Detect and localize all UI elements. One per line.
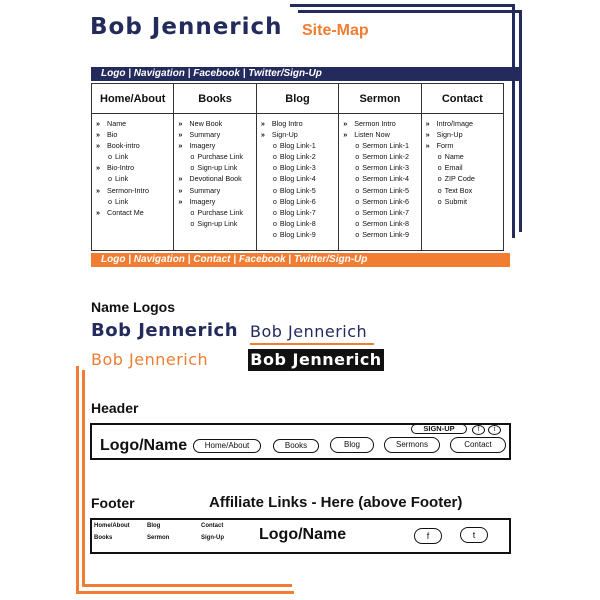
footer-link-books[interactable]: Books	[94, 535, 113, 541]
orange-frame-line	[76, 366, 79, 594]
sitemap-item[interactable]	[178, 140, 255, 151]
sitemap-item-label: New Book	[189, 119, 223, 128]
header-label: Header	[91, 400, 139, 416]
sitemap-column	[92, 84, 174, 250]
bullet-icon: »	[425, 141, 430, 151]
sitemap-item-label: Bio-Intro	[107, 163, 135, 173]
sitemap-item[interactable]	[261, 218, 338, 229]
sitemap-item[interactable]	[96, 129, 173, 140]
twitter-icon[interactable]: t	[460, 527, 488, 543]
sitemap-item[interactable]	[178, 118, 255, 129]
bullet-icon: o	[108, 174, 112, 184]
bullet-icon: o	[355, 207, 360, 217]
bottom-nav-bar: Logo | Navigation | Contact | Facebook | Twitter/Sign-Up	[91, 253, 510, 267]
sitemap-item-label: Sermon Intro	[354, 119, 396, 128]
bullet-icon: o	[272, 218, 277, 228]
orange-frame-line	[76, 591, 294, 594]
bullet-icon: o	[108, 152, 112, 162]
sitemap-item[interactable]	[261, 162, 338, 173]
sitemap-item[interactable]	[343, 207, 420, 218]
bullet-icon: »	[343, 130, 348, 140]
sitemap-item-label: Blog Link-1	[279, 141, 316, 151]
sitemap-item[interactable]	[261, 118, 338, 129]
sitemap-item[interactable]	[178, 173, 255, 184]
navy-frame-line	[519, 10, 522, 232]
sitemap-item[interactable]	[426, 118, 503, 129]
sitemap-item[interactable]	[343, 196, 420, 207]
sitemap-item-label: Link	[115, 196, 129, 206]
sitemap-item[interactable]	[343, 229, 420, 240]
sitemap-column	[339, 84, 421, 250]
sitemap-item-label: Link	[115, 152, 129, 162]
sitemap-item[interactable]	[426, 185, 503, 196]
bullet-icon: o	[355, 218, 360, 228]
footer-link-home-about[interactable]: Home/About	[94, 523, 130, 529]
sitemap-item[interactable]	[178, 162, 255, 173]
sitemap-item[interactable]	[426, 196, 503, 207]
nav-contact[interactable]: Contact	[450, 437, 506, 453]
sitemap-item-label: Sermon Link-6	[362, 196, 409, 206]
sitemap-item-label: Blog Link-3	[279, 163, 316, 173]
bullet-icon: o	[355, 196, 360, 206]
sitemap-column	[422, 84, 503, 250]
bullet-icon: o	[272, 207, 277, 217]
sitemap-item-label: Sermon-Intro	[107, 185, 149, 195]
sitemap-item-label: Listen Now	[354, 130, 390, 140]
orange-frame-line	[82, 584, 292, 587]
bullet-icon: »	[96, 207, 100, 217]
sitemap-column-heading[interactable]: Sermon	[339, 84, 420, 114]
sitemap-item-label: Sermon Link-5	[362, 185, 409, 195]
sitemap-item-list	[422, 114, 503, 207]
sitemap-item[interactable]	[261, 196, 338, 207]
nav-home-about[interactable]: Home/About	[193, 439, 261, 453]
sitemap-item-label: Sermon Link-9	[362, 229, 409, 239]
bullet-icon: »	[96, 119, 100, 128]
bullet-icon: »	[425, 130, 430, 140]
sitemap-item[interactable]	[96, 118, 173, 129]
bullet-icon: o	[437, 196, 442, 206]
nav-books[interactable]: Books	[273, 439, 319, 453]
sitemap-item-label: Sign-Up	[271, 130, 298, 140]
sitemap-item-list	[339, 114, 420, 240]
bullet-icon: o	[355, 163, 360, 173]
sitemap-item-label: Sermon Link-2	[362, 152, 409, 162]
sitemap-item[interactable]	[96, 207, 173, 218]
sitemap-item[interactable]	[96, 162, 173, 173]
sitemap-item-label: Intro/Image	[436, 119, 473, 128]
bullet-icon: o	[272, 152, 277, 162]
sitemap-label: Site-Map	[302, 22, 369, 39]
bullet-icon: o	[437, 174, 442, 184]
footer-label: Footer	[91, 495, 135, 511]
sitemap-column	[174, 84, 256, 250]
sitemap-item-label: Sermon Link-8	[362, 218, 409, 228]
bullet-icon: o	[437, 185, 442, 195]
nav-blog[interactable]: Blog	[330, 437, 374, 453]
sitemap-item-label: Text Box	[444, 185, 473, 195]
footer-logo[interactable]: Logo/Name	[259, 526, 347, 543]
bullet-icon: o	[190, 218, 195, 228]
sitemap-item-label: Sermon Link-4	[362, 174, 409, 184]
logo-navy-underlined: Bob Jennerich	[250, 322, 368, 341]
bullet-icon: o	[355, 174, 360, 184]
sitemap-item[interactable]	[343, 162, 420, 173]
sitemap-item-label: Email	[444, 163, 463, 173]
sitemap-item-label: Name	[444, 152, 464, 162]
sitemap-item[interactable]	[426, 173, 503, 184]
sitemap-item[interactable]	[426, 129, 503, 140]
sitemap-item-label: Purchase Link	[197, 152, 243, 162]
header-logo[interactable]: Logo/Name	[100, 437, 188, 454]
bullet-icon: »	[178, 185, 183, 195]
sitemap-item[interactable]	[96, 151, 173, 162]
bullet-icon: o	[355, 185, 360, 195]
affiliate-links-label: Affiliate Links - Here (above Footer)	[209, 494, 463, 511]
sitemap-item[interactable]	[261, 140, 338, 151]
footer-link-sermon[interactable]: Sermon	[147, 535, 170, 541]
sitemap-item-label: Sign-up Link	[197, 218, 238, 228]
sitemap-item[interactable]	[343, 151, 420, 162]
bullet-icon: o	[355, 141, 360, 151]
top-nav-bar: Logo | Navigation | Facebook | Twitter/Sign-Up	[91, 67, 521, 81]
bullet-icon: »	[96, 163, 100, 173]
sitemap-item-label: Blog Link-4	[279, 174, 316, 184]
bullet-icon: »	[96, 130, 100, 140]
sitemap-item-label: Name	[107, 119, 127, 128]
sitemap-item-label: Imagery	[189, 141, 216, 151]
sitemap-item[interactable]	[96, 196, 173, 207]
sitemap-item[interactable]	[261, 207, 338, 218]
bullet-icon: o	[272, 163, 277, 173]
twitter-icon[interactable]: t	[488, 425, 501, 435]
sitemap-item-label: Blog Intro	[271, 119, 303, 128]
bullet-icon: »	[96, 141, 100, 151]
bullet-icon: o	[272, 185, 277, 195]
sitemap-item-label: Sermon Link-1	[362, 141, 409, 151]
bullet-icon: o	[437, 152, 442, 162]
sitemap-item-label: Link	[115, 174, 129, 184]
sitemap-item[interactable]	[343, 118, 420, 129]
sitemap-item-label: Contact Me	[107, 207, 144, 217]
sitemap-item-label: Summary	[189, 185, 221, 195]
sitemap-item[interactable]	[261, 173, 338, 184]
sitemap-item-list	[257, 114, 338, 240]
logo-underline	[250, 343, 374, 345]
bullet-icon: o	[437, 163, 442, 173]
sitemap-column-heading[interactable]: Home/About	[92, 84, 173, 114]
sitemap-column-heading[interactable]: Blog	[257, 84, 338, 114]
sitemap-item-label: Blog Link-7	[279, 207, 316, 217]
nav-sermons[interactable]: Sermons	[384, 437, 440, 453]
sitemap-item[interactable]	[178, 185, 255, 196]
bullet-icon: »	[260, 130, 265, 140]
signup-button[interactable]: SIGN-UP	[411, 424, 467, 434]
bullet-icon: o	[190, 152, 195, 162]
sitemap-item[interactable]	[343, 218, 420, 229]
navy-frame-line	[512, 4, 515, 238]
sitemap-item-label: ZIP Code	[444, 174, 475, 184]
bullet-icon: o	[355, 152, 360, 162]
footer-link-contact[interactable]: Contact	[201, 523, 224, 529]
sitemap-column-heading[interactable]: Books	[174, 84, 255, 114]
sitemap-grid	[91, 83, 504, 251]
name-logos-label: Name Logos	[91, 299, 176, 315]
sitemap-item[interactable]	[178, 129, 255, 140]
sitemap-item-list	[174, 114, 255, 229]
bullet-icon: »	[96, 185, 100, 195]
bullet-icon: o	[108, 196, 112, 206]
bullet-icon: o	[190, 207, 195, 217]
sitemap-item[interactable]	[426, 162, 503, 173]
sitemap-item-label: Sermon Link-3	[362, 163, 409, 173]
sitemap-item[interactable]	[178, 207, 255, 218]
sitemap-item-label: Devotional Book	[189, 174, 242, 184]
bullet-icon: »	[343, 119, 348, 128]
bullet-icon: o	[272, 229, 277, 239]
logo-navy-bold: Bob Jennerich	[91, 320, 239, 341]
sitemap-item-label: Submit	[444, 196, 467, 206]
logo-orange: Bob Jennerich	[91, 350, 209, 369]
sitemap-item-label: Blog Link-9	[279, 229, 316, 239]
sitemap-item[interactable]	[96, 140, 173, 151]
sitemap-item[interactable]	[178, 196, 255, 207]
sitemap-item[interactable]	[261, 151, 338, 162]
facebook-icon[interactable]: f	[472, 425, 485, 435]
bullet-icon: o	[355, 229, 360, 239]
sitemap-item-list	[92, 114, 173, 218]
bullet-icon: »	[178, 119, 183, 128]
bullet-icon: »	[178, 174, 183, 184]
sitemap-item[interactable]	[96, 185, 173, 196]
site-title: Bob Jennerich	[90, 14, 283, 40]
logo-black-box: Bob Jennerich	[248, 349, 384, 371]
sitemap-column	[257, 84, 339, 250]
sitemap-item[interactable]	[343, 129, 420, 140]
sitemap-item-label: Summary	[189, 130, 221, 140]
bullet-icon: o	[272, 196, 277, 206]
sitemap-item-label: Form	[436, 141, 454, 151]
bullet-icon: o	[190, 163, 195, 173]
sitemap-item-label: Blog Link-8	[279, 218, 316, 228]
footer-link-signup[interactable]: Sign-Up	[201, 535, 224, 541]
sitemap-item-label: Sign-up Link	[197, 163, 238, 173]
sitemap-item-label: Imagery	[189, 196, 216, 206]
sitemap-item[interactable]	[426, 140, 503, 151]
sitemap-item-label: Sign-Up	[436, 130, 463, 140]
sitemap-item-label: Blog Link-2	[279, 152, 316, 162]
sitemap-item-label: Purchase Link	[197, 207, 243, 217]
footer-link-blog[interactable]: Blog	[147, 523, 161, 529]
sitemap-item-label: Blog Link-5	[279, 185, 316, 195]
bullet-icon: »	[178, 196, 183, 206]
bullet-icon: o	[272, 141, 277, 151]
sitemap-item[interactable]	[426, 151, 503, 162]
bullet-icon: o	[272, 174, 277, 184]
sitemap-item[interactable]	[343, 140, 420, 151]
facebook-icon[interactable]: f	[414, 528, 442, 544]
navy-frame-line	[290, 4, 515, 7]
navy-frame-line	[298, 10, 522, 13]
sitemap-item-label: Book-intro	[107, 141, 140, 151]
sitemap-item-label: Sermon Link-7	[362, 207, 409, 217]
bullet-icon: »	[178, 130, 183, 140]
sitemap-item-label: Blog Link-6	[279, 196, 316, 206]
sitemap-item[interactable]	[96, 173, 173, 184]
sitemap-item[interactable]	[261, 229, 338, 240]
sitemap-column-heading[interactable]: Contact	[422, 84, 503, 114]
sitemap-item[interactable]	[261, 129, 338, 140]
sitemap-item-label: Bio	[107, 130, 118, 140]
bullet-icon: »	[178, 141, 183, 151]
orange-frame-line	[82, 370, 85, 586]
sitemap-item[interactable]	[343, 173, 420, 184]
sitemap-item[interactable]	[261, 185, 338, 196]
sitemap-item[interactable]	[178, 151, 255, 162]
bullet-icon: »	[425, 119, 430, 128]
sitemap-item[interactable]	[343, 185, 420, 196]
bullet-icon: »	[260, 119, 265, 128]
sitemap-item[interactable]	[178, 218, 255, 229]
